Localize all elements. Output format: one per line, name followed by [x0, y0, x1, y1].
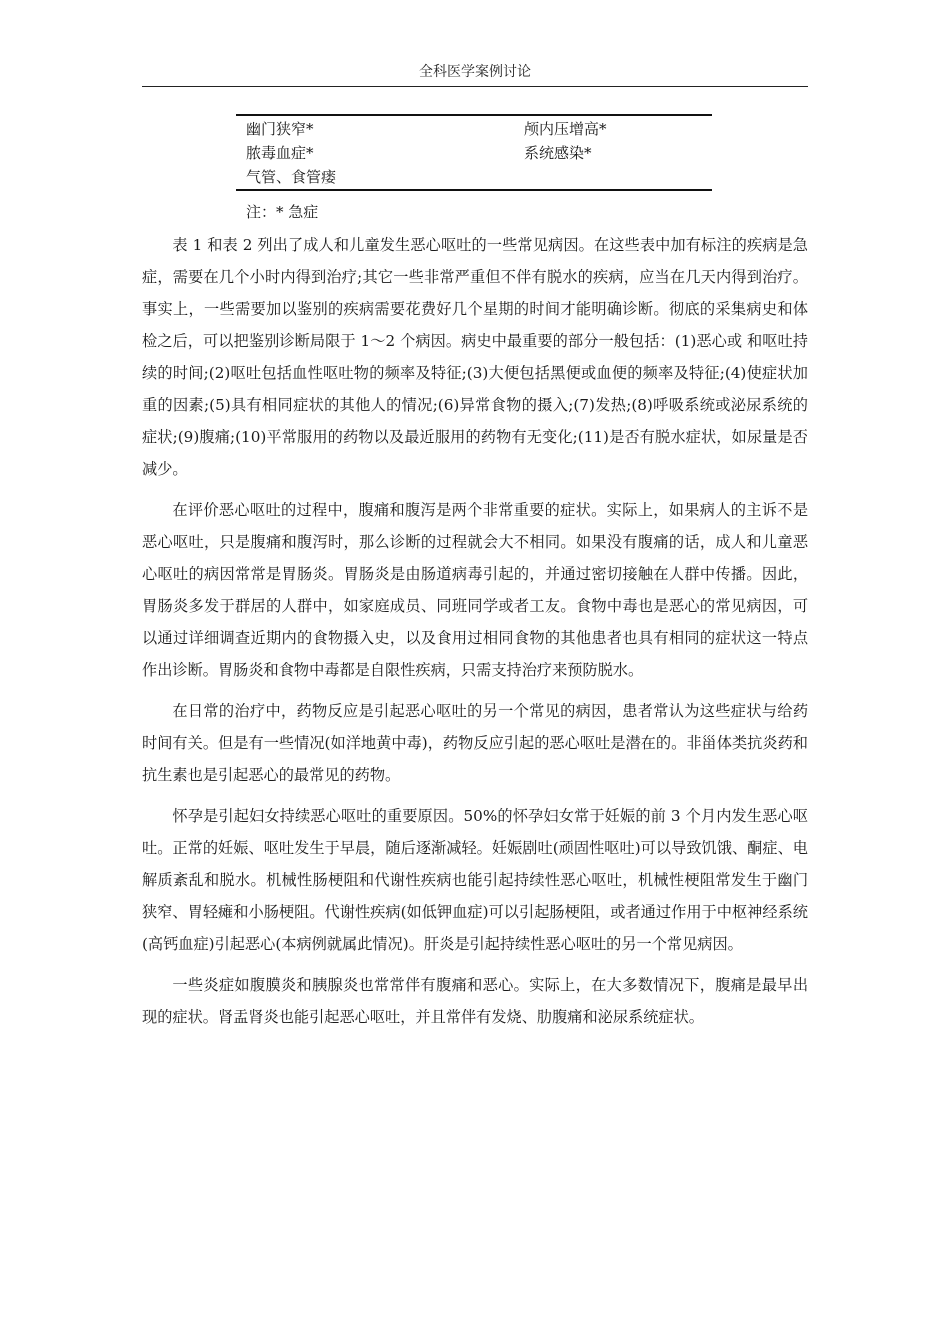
table-cell: 系统感染* — [524, 144, 592, 162]
body-text — [142, 229, 808, 1042]
paragraph: 表 1 和表 2 列出了成人和儿童发生恶心呕吐的一些常见病因。在这些表中加有标注的疾病是急症，需要在几个小时内得到治疗;其它一些非常严重但不伴有脱水的疾病，应当在几天内得到治疗。事实上，一些需要加以鉴别的疾病需要花费好几个星期的时间才能明确诊断。彻底的采集病史和体检之后，可以把鉴别诊断局限于 1～2 个病因。病史中最重要的部分一般包括：(1)恶心或 和呕吐持续的时间;(2)呕吐包括血性呕吐物的频率及特征;(3)大便包括黑便或血便的频率及特征;(4)使症状加重的因素;(5)具有相同症状的其他人的情况;(6)异常食物的摄入;(7)发热;(8)呼吸系统或泌尿系统的症状;(9)腹痛;(10)平常服用的药物以及最近服用的药物有无变化;(11)是否有脱水症状，如尿量是否减少。 — [142, 236, 808, 478]
table-top-rule — [236, 114, 712, 116]
paragraph: 在日常的治疗中，药物反应是引起恶心呕吐的另一个常见的病因，患者常认为这些症状与给药时间有关。但是有一些情况(如洋地黄中毒)，药物反应引起的恶心呕吐是潜在的。非甾体类抗炎药和抗生素也是引起恶心的最常见的药物。 — [142, 702, 808, 784]
header-rule — [142, 86, 808, 87]
table-cell: 气管、食管瘘 — [246, 168, 337, 186]
paragraph: 在评价恶心呕吐的过程中，腹痛和腹泻是两个非常重要的症状。实际上，如果病人的主诉不是恶心呕吐，只是腹痛和腹泻时，那么诊断的过程就会大不相同。如果没有腹痛的话，成人和儿童恶心呕吐的病因常常是胃肠炎。胃肠炎是由肠道病毒引起的，并通过密切接触在人群中传播。因此，胃肠炎多发于群居的人群中，如家庭成员、同班同学或者工友。食物中毒也是恶心的常见病因，可以通过详细调查近期内的食物摄入史，以及食用过相同食物的其他患者也具有相同的症状这一特点作出诊断。胃肠炎和食物中毒都是自限性疾病，只需支持治疗来预防脱水。 — [142, 501, 808, 679]
table-cell: 幽门狭窄* — [246, 120, 314, 138]
table-cell: 颅内压增高* — [524, 120, 607, 138]
running-header: 全科医学案例讨论 — [419, 64, 531, 80]
table-note: 注：* 急症 — [246, 203, 319, 221]
table-bottom-rule — [236, 189, 712, 191]
paragraph: 一些炎症如腹膜炎和胰腺炎也常常伴有腹痛和恶心。实际上，在大多数情况下，腹痛是最早出现的症状。肾盂肾炎也能引起恶心呕吐，并且常伴有发烧、肋腹痛和泌尿系统症状。 — [142, 976, 808, 1026]
paragraph: 怀孕是引起妇女持续恶心呕吐的重要原因。50%的怀孕妇女常于妊娠的前 3 个月内发生恶心呕吐。正常的妊娠、呕吐发生于早晨，随后逐渐减轻。妊娠剧吐(顽固性呕吐)可以导致饥饿、酮症、电解质紊乱和脱水。机械性肠梗阻和代谢性疾病也能引起持续性恶心呕吐，机械性梗阻常发生于幽门狭窄、胃轻瘫和小肠梗阻。代谢性疾病(如低钾血症)可以引起肠梗阻，或者通过作用于中枢神经系统(高钙血症)引起恶心(本病例就属此情况)。肝炎是引起持续性恶心呕吐的另一个常见病因。 — [142, 807, 808, 953]
table-cell: 脓毒血症* — [246, 144, 314, 162]
